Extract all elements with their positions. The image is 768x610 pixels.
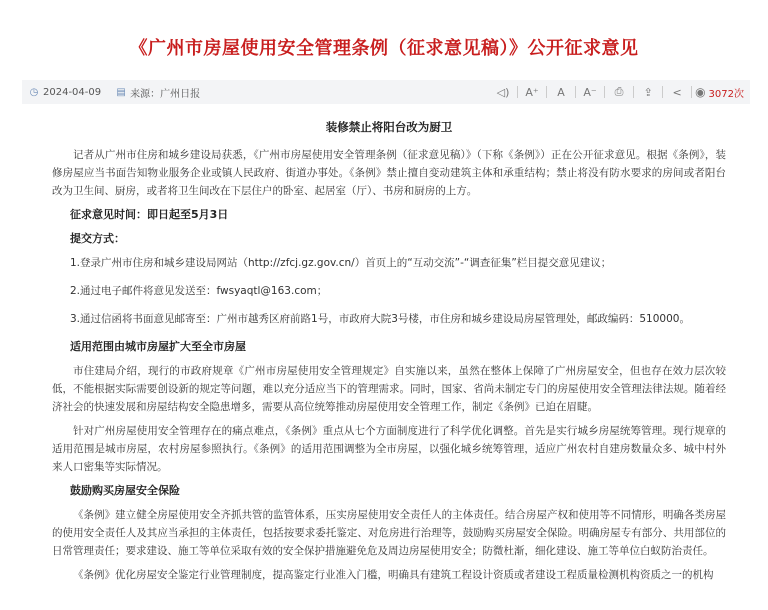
article-meta-bar xyxy=(22,80,750,104)
article-subheading: 装修禁止将阳台改为厨卫 xyxy=(325,120,453,134)
article-source: 来源：广州日报 xyxy=(130,88,201,100)
copy-link-icon[interactable]: < xyxy=(672,85,682,99)
font-increase-icon[interactable]: A⁺ xyxy=(525,85,539,99)
submit-method-email: 2.通过电子邮件将意见发送至：fwsyaqtl@163.com； xyxy=(70,285,328,297)
view-count-value: 3072次 xyxy=(708,88,744,100)
views-eye-icon: ◉ xyxy=(695,85,706,99)
font-decrease-icon[interactable]: A⁻ xyxy=(583,85,597,99)
article-title: 《广州市房屋使用安全管理条例（征求意见稿）》公开征求意见 xyxy=(129,38,639,59)
comment-period: 征求意见时间：即日起至5月3日 xyxy=(70,208,229,221)
clock-icon: ◷ xyxy=(29,86,39,98)
submit-method-mail: 3.通过信函将书面意见邮寄至：广州市越秀区府前路1号，市政府大院3号楼，市住房和城乡建设局房屋管理处，邮政编码：510000。 xyxy=(70,313,690,325)
submit-methods-title: 提交方式： xyxy=(70,232,125,245)
intro-paragraph: 记者从广州市住房和城乡建设局获悉，《广州市房屋使用安全管理条例（征求意见稿）》（下称《条例》）正在公开征求意见。根据《条例》，装修房屋应当书面告知物业服务企业或镇人民政府、街道办事处。《条例》禁止擅自变动建筑主体和承重结构；禁止将没有防水要求的房间或者阳台改为卫生间、厨房，或者将卫生间改在下层住户的卧室、起居室（厅）、书房和厨房的上方。 xyxy=(52,149,726,197)
article-tools xyxy=(492,80,750,104)
scope-paragraph-1: 市住建局介绍，现行的市政府规章《广州市房屋使用安全管理规定》自实施以来，虽然在整体上保障了广州房屋安全，但也存在效力层次较低，不能根据实际需要创设新的规定等问题，难以充分适应当下的管理需求。同时，国家、省尚未制定专门的房屋使用安全管理法律法规。随着经济社会的快速发展和房屋结构安全隐患增多，需要从高位统筹推动房屋使用安全管理工作，制定《条例》已迫在眉睫。 xyxy=(52,365,726,413)
view-count xyxy=(695,85,750,100)
insurance-paragraph-2: 《条例》优化房屋安全鉴定行业管理制度，提高鉴定行业准入门槛，明确具有建筑工程设计资质或者建设工程质量检测机构资质之一的机构 xyxy=(73,569,714,581)
submit-method-website: 1.登录广州市住房和城乡建设局网站（http://zfcj.gz.gov.cn/）首页上的“互动交流”-“调查征集”栏目提交意见建议； xyxy=(70,257,612,269)
insurance-paragraph-1: 《条例》建立健全房屋使用安全齐抓共管的监管体系，压实房屋使用安全责任人的主体责任。结合房屋产权和使用等不同情形，明确各类房屋的使用安全责任人及其应当承担的主体责任，包括按要求委托鉴定、对危房进行治理等，鼓励购买房屋安全保险。明确房屋专有部分、共用部位的日常管理责任；要求建设、施工等单位采取有效的安全保护措施避免危及周边房屋使用安全；防微杜渐，细化建设、施工等单位白蚁防治责任。 xyxy=(52,509,726,557)
print-icon[interactable]: ⎙ xyxy=(614,85,624,98)
section-insurance-heading: 鼓励购买房屋安全保险 xyxy=(70,484,180,497)
share-icon[interactable]: ⇪ xyxy=(643,85,653,99)
font-reset-icon[interactable]: A xyxy=(557,85,565,99)
listen-icon[interactable]: ◁) xyxy=(496,85,510,99)
article-body xyxy=(52,112,726,590)
publish-date: 2024-04-09 xyxy=(43,86,102,98)
document-icon: ▤ xyxy=(116,86,126,98)
scope-paragraph-2: 针对广州房屋使用安全管理存在的痛点难点，《条例》重点从七个方面制度进行了科学优化调整。首先是实行城乡房屋统筹管理。现行规章的适用范围是城市房屋，农村房屋参照执行。《条例》的适用范围调整为全市房屋，以强化城乡统筹管理，适应广州农村自建房数量众多、城中村外来人口密集等实际情况。 xyxy=(52,425,726,473)
section-scope-heading: 适用范围由城市房屋扩大至全市房屋 xyxy=(70,340,246,353)
